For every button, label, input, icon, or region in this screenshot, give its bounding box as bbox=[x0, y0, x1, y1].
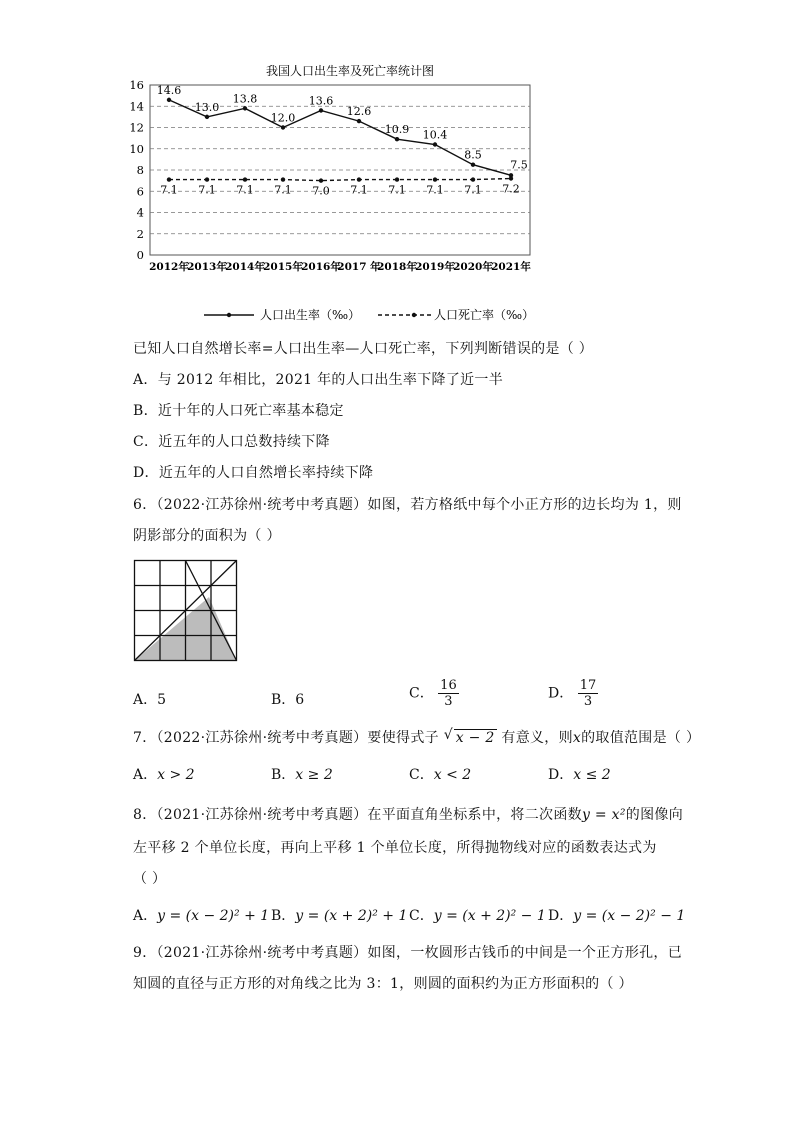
x-tick-label: 2013年 bbox=[187, 261, 227, 273]
q5-stem: 已知人口自然增长率=人口出生率—人口死亡率，下列判断错误的是（ ） bbox=[133, 341, 594, 357]
chart-series bbox=[157, 84, 528, 198]
death-rate-label: 7.1 bbox=[198, 183, 216, 197]
birth-rate-point bbox=[433, 142, 437, 146]
q7-sqrt-expression: √ x − 2 bbox=[443, 727, 495, 746]
q5-option-d: D．近五年的人口自然增长率持续下降 bbox=[133, 465, 374, 481]
q5-option-c: C．近五年的人口总数持续下降 bbox=[133, 434, 330, 450]
q9-stem-line2: 知圆的直径与正方形的对角线之比为 3：1，则圆的面积约为正方形面积的（ ） bbox=[133, 976, 633, 992]
y-tick-label: 8 bbox=[136, 163, 144, 177]
y-tick-label: 14 bbox=[129, 99, 144, 114]
birth-rate-point bbox=[471, 162, 475, 166]
death-rate-point bbox=[471, 177, 475, 181]
y-tick-label: 0 bbox=[136, 248, 144, 262]
chart-legend bbox=[204, 307, 534, 322]
death-rate-point bbox=[167, 177, 171, 181]
birth-rate-point bbox=[167, 98, 171, 102]
q8-stem-post: 的图像向 bbox=[625, 807, 683, 823]
chart-title: 我国人口出生率及死亡率统计图 bbox=[265, 64, 435, 78]
q7-var: x bbox=[572, 730, 582, 746]
birth-rate-label: 12.0 bbox=[270, 111, 296, 125]
q8-stem-pre: 8．（2021·江苏徐州·统考中考真题）在平面直角坐标系中，将二次函数 bbox=[133, 807, 582, 823]
death-rate-label: 7.1 bbox=[236, 183, 254, 197]
q8-stem-line3: （ ） bbox=[133, 871, 167, 887]
death-rate-point bbox=[319, 178, 323, 182]
death-rate-label: 7.1 bbox=[426, 183, 444, 197]
q9-stem-line1: 9．（2021·江苏徐州·统考中考真题）如图，一枚圆形古钱币的中间是一个正方形孔，已 bbox=[133, 945, 683, 961]
x-tick-label: 2018年 bbox=[377, 261, 417, 273]
birth-rate-point bbox=[281, 125, 285, 129]
death-rate-label: 7.0 bbox=[312, 184, 330, 198]
death-rate-line bbox=[169, 179, 511, 181]
y-tick-label: 12 bbox=[129, 120, 144, 135]
x-tick-label: 2015年 bbox=[263, 261, 303, 273]
q6-option-d-label: D． bbox=[548, 685, 574, 702]
legend-birth-rate: 人口出生率（‰） bbox=[260, 308, 361, 322]
death-rate-point bbox=[357, 177, 361, 181]
birth-rate-label: 13.8 bbox=[232, 92, 258, 106]
y-tick-label: 6 bbox=[136, 184, 144, 199]
x-tick-label: 2019年 bbox=[415, 261, 455, 273]
population-chart bbox=[120, 58, 580, 328]
q8-option-a: A．y = (x − 2)² + 1 bbox=[133, 908, 270, 924]
q8-stem-line1 bbox=[133, 804, 683, 824]
death-rate-label: 7.2 bbox=[502, 182, 520, 196]
q8-option-d: D．y = (x − 2)² − 1 bbox=[548, 908, 686, 924]
x-axis-ticks bbox=[149, 260, 531, 273]
death-rate-point bbox=[509, 176, 513, 180]
grid-figure bbox=[133, 559, 241, 663]
birth-rate-point bbox=[319, 108, 323, 112]
q8-function: y = x² bbox=[581, 807, 626, 823]
death-rate-point bbox=[395, 177, 399, 181]
q7-option-d: D．x ≤ 2 bbox=[548, 767, 611, 783]
q7-option-c: C．x < 2 bbox=[409, 767, 472, 783]
q6-option-d-fraction: $\frac{17}{3}$ bbox=[579, 678, 597, 709]
q6-stem-line1: 6．（2022·江苏徐州·统考中考真题）如图，若方格纸中每个小正方形的边长均为 1，则 bbox=[133, 497, 682, 513]
y-tick-label: 4 bbox=[136, 205, 144, 220]
birth-rate-line bbox=[169, 100, 511, 175]
q7-stem-post: 的取值范围是（ ） bbox=[581, 730, 701, 746]
death-rate-label: 7.1 bbox=[274, 183, 292, 197]
q6-option-a: A．5 bbox=[133, 692, 167, 708]
death-rate-point bbox=[433, 177, 437, 181]
q6-stem-line2: 阴影部分的面积为（ ） bbox=[133, 528, 281, 544]
q6-option-c-fraction: $\frac{16}{3}$ bbox=[440, 678, 457, 709]
x-tick-label: 2014年 bbox=[225, 261, 265, 273]
q7-option-a: A．x > 2 bbox=[133, 767, 195, 783]
birth-rate-label: 10.9 bbox=[384, 123, 410, 137]
x-tick-label: 2017 年 bbox=[337, 261, 381, 273]
x-tick-label: 2021年 bbox=[491, 261, 531, 273]
q6-option-c bbox=[409, 678, 459, 709]
birth-rate-label: 14.6 bbox=[156, 83, 182, 97]
q6-option-d bbox=[548, 678, 598, 709]
q6-option-b: B．6 bbox=[271, 692, 305, 708]
x-tick-label: 2020年 bbox=[453, 261, 493, 273]
birth-rate-point bbox=[243, 106, 247, 110]
death-rate-label: 7.1 bbox=[464, 183, 482, 197]
birth-rate-point bbox=[357, 119, 361, 123]
q7-stem bbox=[133, 727, 700, 747]
birth-rate-label: 13.0 bbox=[194, 100, 220, 114]
x-tick-label: 2016年 bbox=[301, 261, 341, 273]
death-rate-label: 7.1 bbox=[160, 183, 178, 197]
birth-rate-label: 12.6 bbox=[346, 105, 372, 119]
birth-rate-label: 7.5 bbox=[510, 158, 528, 172]
q8-stem-line2: 左平移 2 个单位长度，再向上平移 1 个单位长度，所得抛物线对应的函数表达式为 bbox=[133, 840, 657, 856]
q7-stem-mid: 有意义，则 bbox=[501, 730, 573, 746]
q5-option-b: B．近十年的人口死亡率基本稳定 bbox=[133, 403, 344, 419]
q7-option-b: B．x ≥ 2 bbox=[271, 767, 333, 783]
birth-rate-point bbox=[205, 115, 209, 119]
y-axis-ticks bbox=[129, 78, 144, 262]
q7-stem-pre: 7．（2022·江苏徐州·统考中考真题）要使得式子 bbox=[133, 730, 439, 746]
birth-rate-point bbox=[395, 137, 399, 141]
death-rate-point bbox=[205, 177, 209, 181]
death-rate-point bbox=[243, 177, 247, 181]
q8-option-b: B．y = (x + 2)² + 1 bbox=[271, 908, 408, 924]
x-tick-label: 2012年 bbox=[149, 261, 189, 273]
y-tick-label: 2 bbox=[136, 226, 144, 241]
y-tick-label: 10 bbox=[129, 141, 144, 156]
q5-option-a: A．与 2012 年相比，2021 年的人口出生率下降了近一半 bbox=[133, 372, 504, 388]
death-rate-label: 7.1 bbox=[350, 183, 368, 197]
birth-rate-label: 8.5 bbox=[464, 148, 482, 162]
birth-rate-label: 13.6 bbox=[308, 94, 334, 108]
legend-death-rate: 人口死亡率（‰） bbox=[434, 308, 535, 322]
death-rate-point bbox=[281, 177, 285, 181]
q8-option-c: C．y = (x + 2)² − 1 bbox=[409, 908, 546, 924]
y-tick-label: 16 bbox=[129, 78, 144, 92]
death-rate-label: 7.1 bbox=[388, 183, 406, 197]
birth-rate-label: 10.4 bbox=[422, 128, 448, 142]
q6-option-c-label: C． bbox=[409, 685, 434, 702]
